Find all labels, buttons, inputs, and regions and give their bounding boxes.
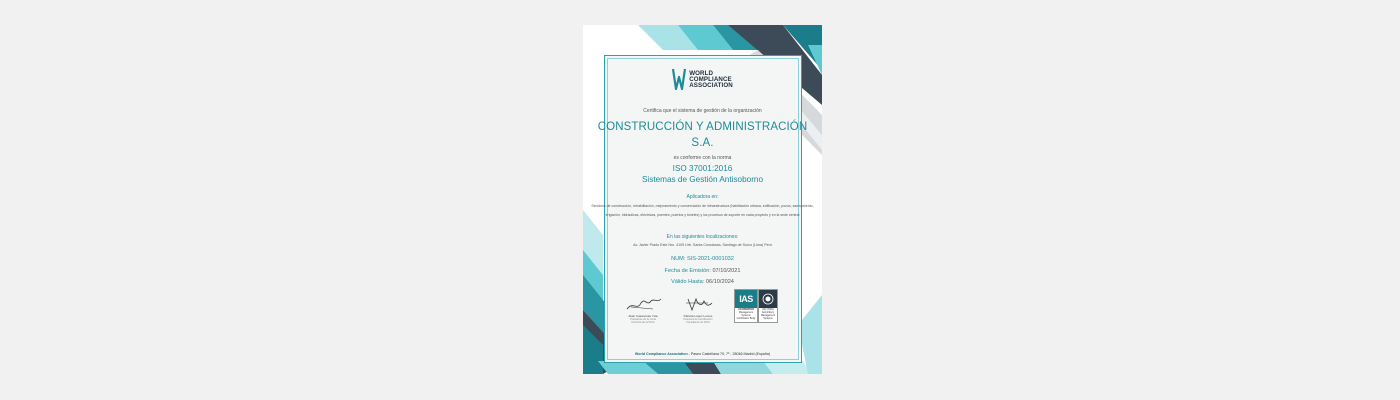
iso-badge [758,289,778,323]
valid-until [583,279,822,285]
ias-sub-3: Certification Body [736,317,756,320]
logo-line-3: ASSOCIATION [689,82,733,89]
signature-scribble-icon [678,295,718,313]
signature-role-line-2: Compliance de WCA [685,321,711,325]
organization-name-line-2: S.A. [691,137,714,149]
certificate-footer [583,352,822,356]
footer-address: - Paseo Castellana 79, 7º - 28046 Madrid (España) [687,352,771,356]
signature-block-president [613,295,673,325]
wca-logo-mark-icon [672,67,686,93]
certificate-number [583,256,822,262]
logo-line-1: WORLD [689,70,714,77]
organization-name-line-1: CONSTRUCCIÓN Y ADMINISTRACIÓN [597,121,808,133]
applied-heading: Aplicadora en: [686,194,719,200]
signature-role-line-1: Directora de Certificación [683,318,713,321]
issue-date [583,268,822,274]
ias-sub-2: Management Systems [739,311,753,317]
conform-text: es conforme con la norma [673,155,732,161]
num-value: SIS-2021-0001032 [686,256,734,262]
applied-scope-text: Servicios de construcción, rehabilitación, mejoramiento y conservación de infraestructura (habilitación urbana, edificación, pozos, saneamiento, irrigación, hidráulicas, eléctricas, puentes, puertos y túneles) y los procesos de soporte en cada proyecto y en la sede central [591,204,814,217]
certifies-intro: Certifica que el sistema de gestión de la organización [643,108,762,114]
valid-label: Válido Hasta: [671,279,705,285]
ias-label: IAS [735,290,757,308]
logo-line-2: COMPLIANCE [689,76,732,83]
signature-name: Alain Casanovas Ysla [628,314,658,318]
standard-code: ISO 37001:2016 [672,164,733,173]
iso-sub-3: Systems [763,317,773,320]
signature-block-director [668,295,728,325]
signature-role-line-2: Directiva de la WCA [631,321,655,325]
footer-org: World Compliance Association [634,352,688,356]
iso-sub-1: ISO 37001 [762,308,774,311]
certificate-document [583,25,822,374]
iso-seal [759,290,777,308]
valid-value: 06/10/2024 [705,279,734,285]
iso-seal-icon [762,293,774,305]
wca-logo-text [689,71,733,89]
locations-text: Av. Javier Prado Este Nro. 4109 Urb. Santa Constanza, Santiago de Surco (Lima) Perú [633,243,772,247]
iso-sub-2: Anti-bribery Management [761,311,775,317]
num-label: NUM: [671,256,686,262]
signature-role-line-1: Presidente de la Junta [630,318,656,321]
standard-name: Sistemas de Gestión Antisoborno [641,175,764,184]
signature-scribble-icon [623,295,663,313]
organization-name [583,119,822,151]
issue-label: Fecha de Emisión: [664,268,711,274]
signature-name: Patricia López Lemos [683,314,713,318]
ias-accreditation-badge [734,289,758,323]
wca-logo [583,65,822,95]
issue-value: 07/10/2021 [712,268,741,274]
ias-sub-1: ACCREDITED [738,308,754,311]
standard-block [583,163,822,185]
locations-heading: En las siguientes localizaciones: [666,234,739,240]
